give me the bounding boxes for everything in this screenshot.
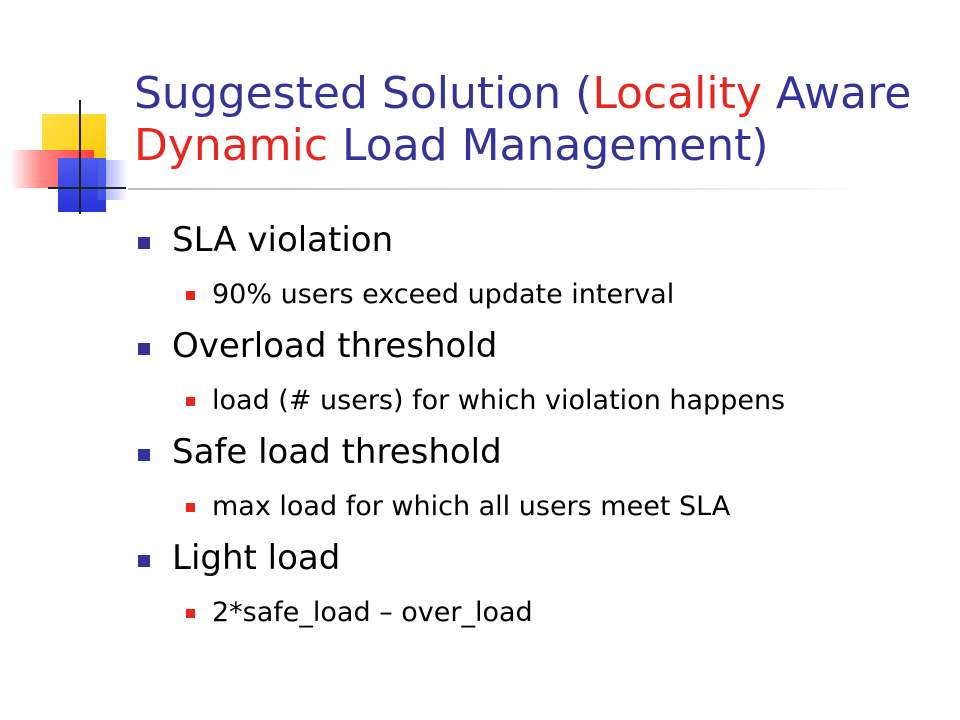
bullet-item: SLA violation — [172, 220, 394, 260]
level1-bullet-marker — [138, 555, 150, 567]
blue-fade-decoration — [98, 160, 128, 200]
horizontal-line-decoration — [48, 187, 126, 189]
title-part-1: Suggested Solution ( — [134, 68, 593, 119]
level2-bullet-marker — [186, 397, 195, 406]
title-part-5: Load Management) — [328, 120, 769, 171]
sub-bullet-item: max load for which all users meet SLA — [212, 491, 731, 522]
level1-bullet-marker — [138, 343, 150, 355]
sub-bullet-item: 2*safe_load – over_load — [212, 597, 533, 628]
level2-bullet-marker — [186, 503, 195, 512]
bullet-item: Light load — [172, 538, 341, 578]
level1-bullet-marker — [138, 237, 150, 249]
sub-bullet-item: load (# users) for which violation happens — [212, 385, 786, 416]
title-part-3: Aware — [761, 68, 912, 119]
level2-bullet-marker — [186, 291, 195, 300]
level2-bullet-marker — [186, 609, 195, 618]
title-highlight-dynamic: Dynamic — [134, 120, 329, 171]
sub-bullet-item: 90% users exceed update interval — [212, 279, 675, 310]
slide-title — [134, 68, 924, 172]
level1-bullet-marker — [138, 449, 150, 461]
bullet-item: Safe load threshold — [172, 432, 502, 472]
vertical-line-decoration — [79, 100, 81, 214]
bullet-item: Overload threshold — [172, 326, 498, 366]
title-highlight-locality: Locality — [592, 68, 762, 119]
title-underline — [128, 188, 868, 190]
